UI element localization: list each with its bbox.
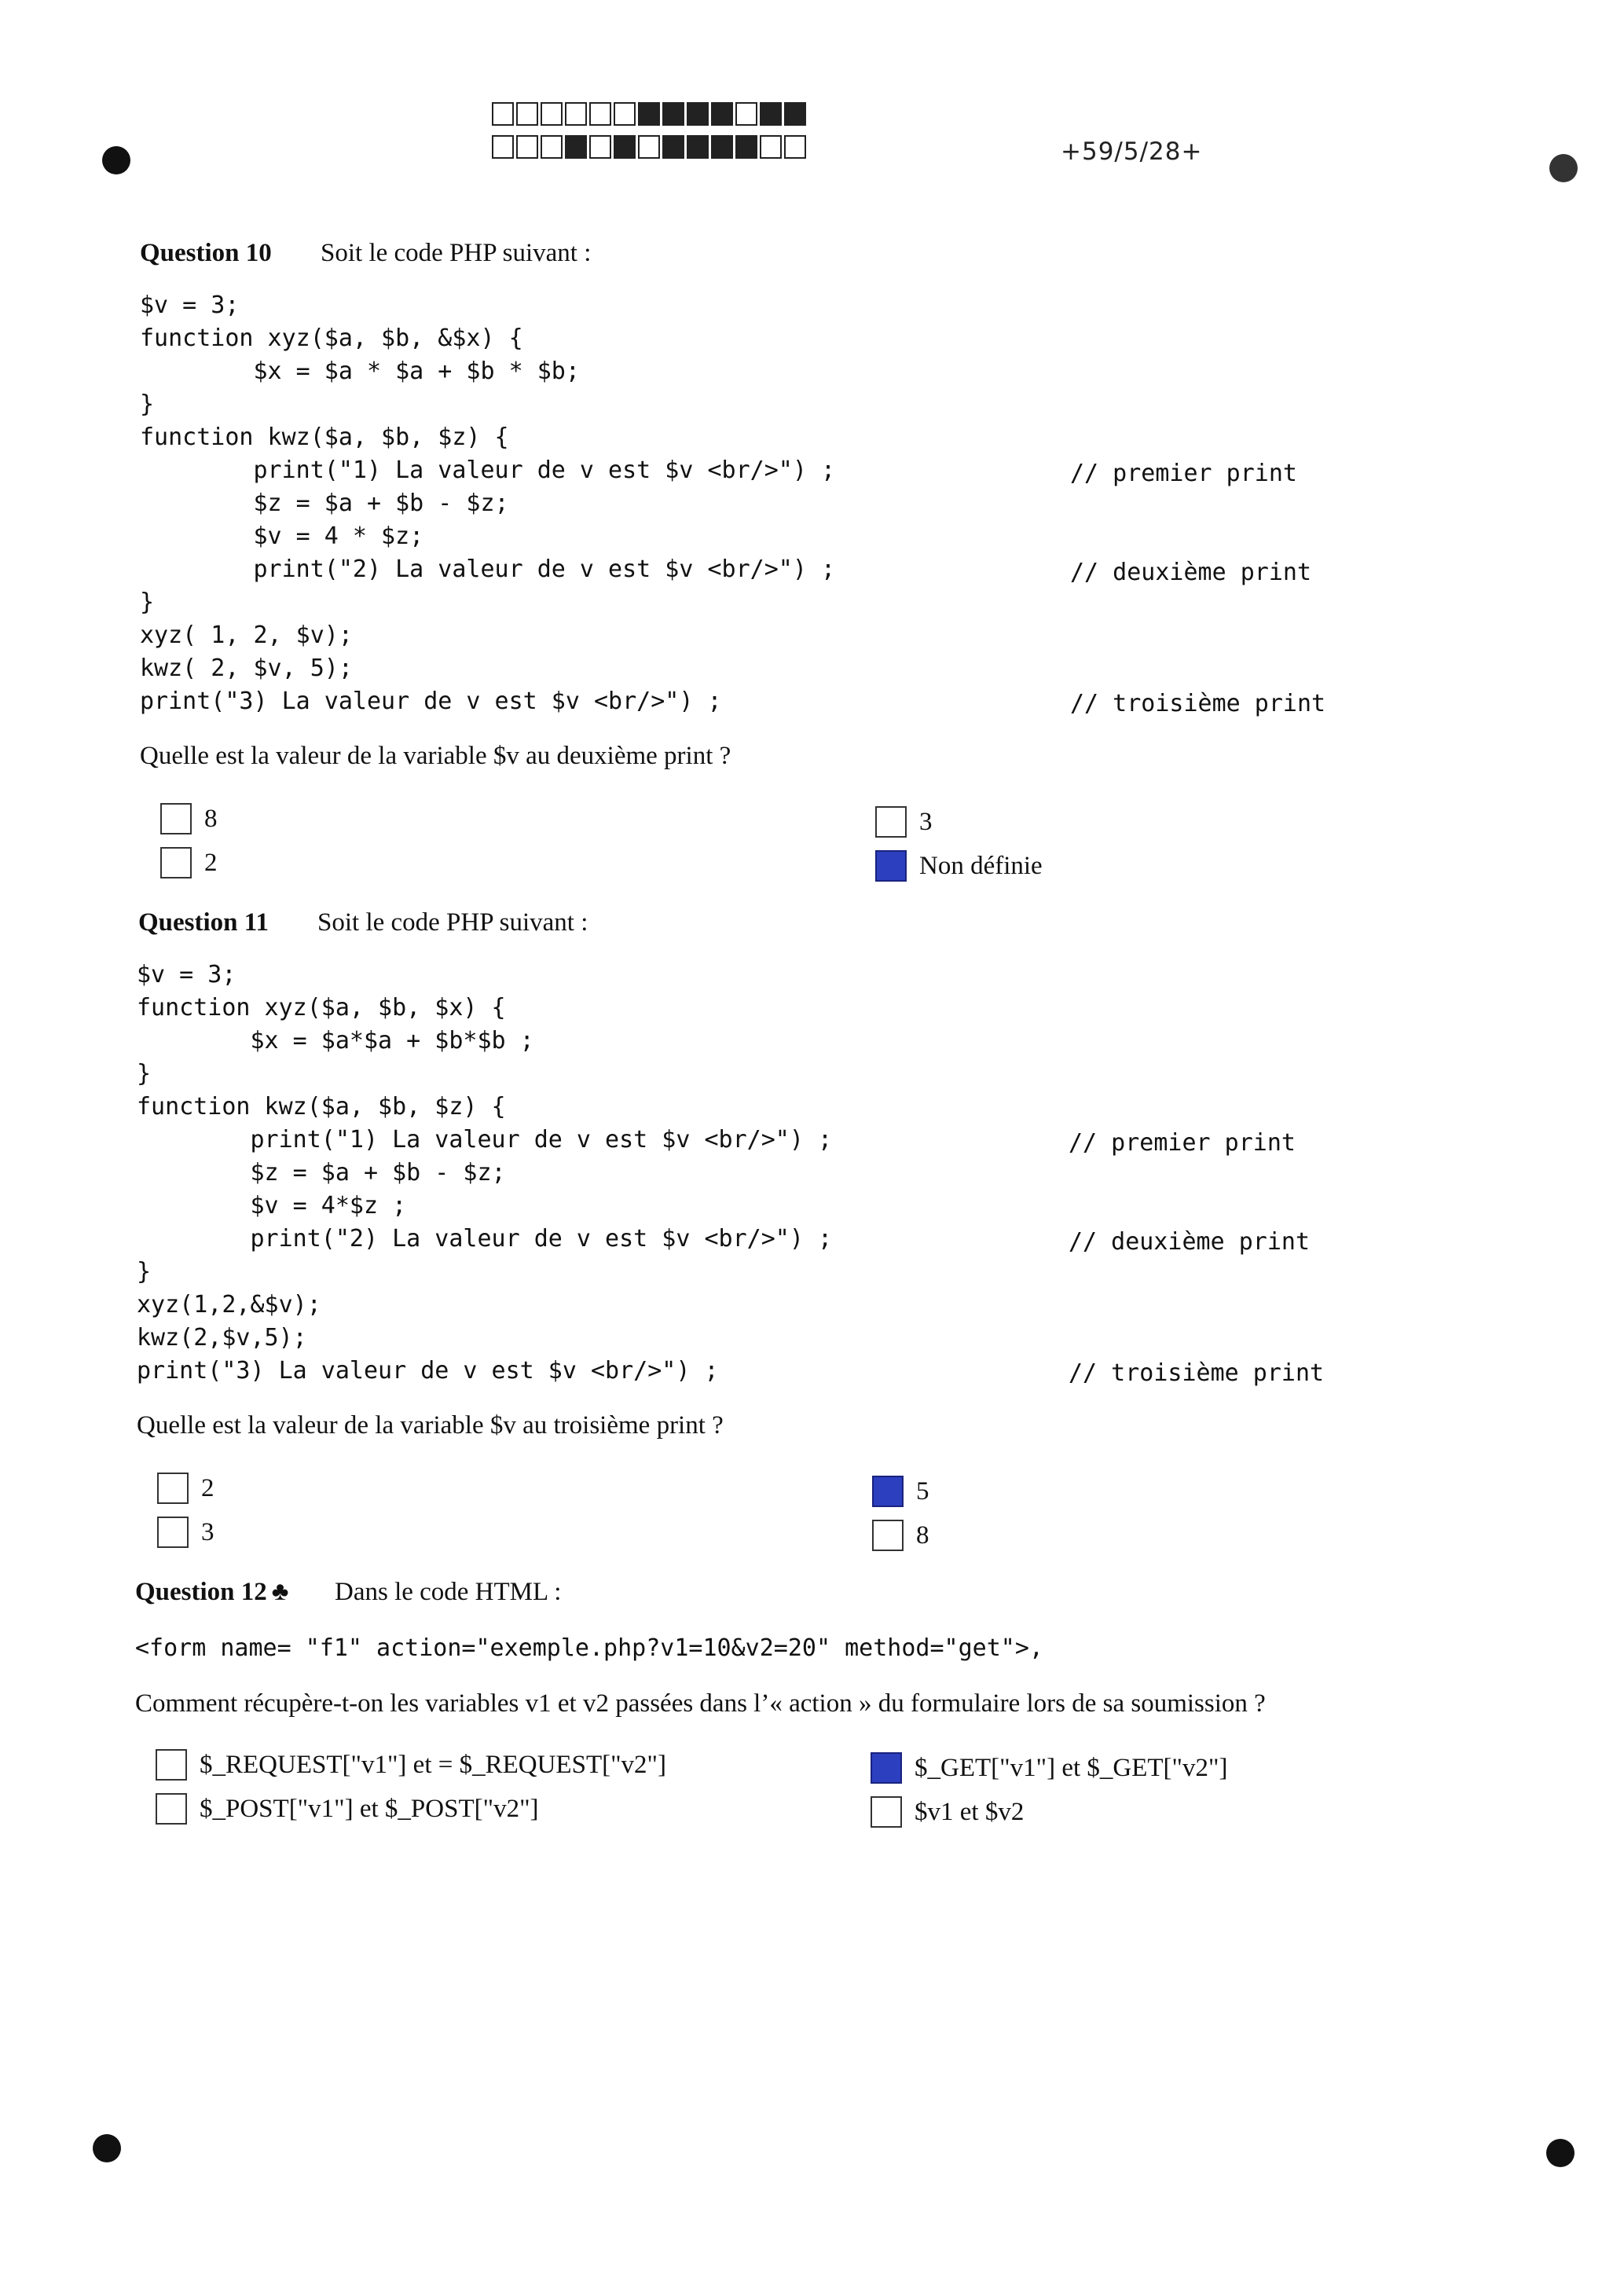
checkbox[interactable]: [872, 1520, 904, 1551]
registration-dot-bottom-right: [1546, 2139, 1575, 2167]
barcode-cell: [614, 135, 636, 159]
barcode-cell: [565, 102, 587, 126]
answer-label: $v1 et $v2: [915, 1797, 1025, 1826]
question-12-question: Comment récupère-t-on les variables v1 et v2 passées dans l’« action » du formulaire lors de sa soumission ?: [135, 1689, 1266, 1718]
barcode-row-2: [492, 135, 808, 159]
question-12-intro: Dans le code HTML :: [335, 1578, 562, 1606]
question-10-answer-2[interactable]: [160, 847, 218, 878]
barcode-cell: [516, 102, 538, 126]
answer-label: 3: [201, 1517, 214, 1546]
checkbox[interactable]: [871, 1752, 902, 1784]
question-10-comment-1: // premier print: [1070, 460, 1297, 487]
question-11-comment-1: // premier print: [1069, 1129, 1296, 1157]
question-11-comment-2: // deuxième print: [1069, 1228, 1311, 1256]
barcode-cell: [638, 135, 660, 159]
registration-dot-bottom-left: [93, 2134, 121, 2162]
question-10-answer-3[interactable]: [875, 806, 933, 838]
question-12-code: <form name= "f1" action="exemple.php?v1=10&v2=20" method="get">,: [135, 1634, 1043, 1662]
barcode-cell: [784, 135, 806, 159]
answer-label: 8: [204, 804, 218, 833]
question-11-answer-4[interactable]: [872, 1520, 929, 1551]
question-12-title-text: Question 12: [135, 1578, 267, 1606]
question-12-title: [135, 1578, 288, 1607]
barcode-cell: [565, 135, 587, 159]
barcode-cell: [492, 135, 514, 159]
question-11-answer-1[interactable]: [157, 1473, 214, 1504]
barcode-cell: [760, 102, 782, 126]
checkbox[interactable]: [156, 1749, 187, 1781]
barcode-cell: [687, 102, 709, 126]
checkbox[interactable]: [872, 1476, 904, 1507]
answer-label: Non définie: [919, 851, 1043, 880]
answer-label: $_POST["v1"] et $_POST["v2"]: [200, 1794, 539, 1823]
barcode-cell: [541, 135, 563, 159]
barcode-cell: [662, 102, 684, 126]
checkbox[interactable]: [871, 1796, 902, 1828]
question-10-answer-1[interactable]: [160, 803, 218, 834]
question-12-answer-3[interactable]: [871, 1752, 1227, 1784]
barcode-cell: [614, 102, 636, 126]
question-12-answer-4[interactable]: [871, 1796, 1024, 1828]
question-12-answer-2[interactable]: [156, 1793, 539, 1825]
checkbox[interactable]: [156, 1793, 187, 1825]
barcode-cell: [735, 102, 757, 126]
barcode-cell: [492, 102, 514, 126]
checkbox[interactable]: [875, 850, 907, 882]
club-icon: ♣: [271, 1578, 289, 1606]
answer-label: 5: [916, 1476, 929, 1506]
question-11-comment-3: // troisième print: [1069, 1359, 1325, 1387]
question-11-question: Quelle est la valeur de la variable $v au troisième print ?: [137, 1411, 724, 1440]
barcode-cell: [711, 135, 733, 159]
barcode-cell: [541, 102, 563, 126]
barcode-cell: [638, 102, 660, 126]
barcode-cell: [516, 135, 538, 159]
barcode-cell: [589, 135, 611, 159]
page-code: +59/5/28+: [1061, 138, 1203, 166]
answer-label: 8: [916, 1520, 929, 1550]
question-11-answer-3[interactable]: [872, 1476, 929, 1507]
answer-label: 3: [919, 807, 933, 836]
checkbox[interactable]: [160, 803, 192, 834]
checkbox[interactable]: [875, 806, 907, 838]
question-10-comment-3: // troisième print: [1070, 690, 1326, 717]
answer-label: $_GET["v1"] et $_GET["v2"]: [915, 1753, 1228, 1782]
answer-label: 2: [204, 848, 218, 877]
answer-label: $_REQUEST["v1"] et = $_REQUEST["v2"]: [200, 1750, 667, 1779]
registration-dot-top-right: [1549, 154, 1578, 182]
checkbox[interactable]: [157, 1517, 189, 1548]
question-12-answer-1[interactable]: [156, 1749, 666, 1781]
barcode-cell: [687, 135, 709, 159]
registration-dot-top-left: [102, 146, 130, 174]
checkbox[interactable]: [160, 847, 192, 878]
question-11-intro: Soit le code PHP suivant :: [317, 908, 588, 937]
question-10-code: $v = 3; function xyz($a, $b, &$x) { $x = $a * $a + $b * $b; } function kwz($a, $b, $z) { print("1) La valeur de v est $v <br/>") ; $z = $a + $b - $z; $v = 4 * $z; print("2) La valeur de v est $v <br/>") ; } xyz( 1, 2, $v); kwz( 2, $v, 5); print("3) La valeur de v est $v <br/>") ;: [140, 292, 836, 715]
question-10-question: Quelle est la valeur de la variable $v au deuxième print ?: [140, 742, 731, 770]
barcode-cell: [711, 102, 733, 126]
question-10-title: Question 10: [140, 239, 272, 267]
question-10-answer-4[interactable]: [875, 850, 1043, 882]
question-10-intro: Soit le code PHP suivant :: [321, 239, 592, 267]
barcode-cell: [662, 135, 684, 159]
barcode-cell: [784, 102, 806, 126]
answer-label: 2: [201, 1473, 214, 1502]
barcode-cell: [735, 135, 757, 159]
question-11-answer-2[interactable]: [157, 1517, 214, 1548]
question-11-title: Question 11: [138, 908, 269, 937]
question-11-code: $v = 3; function xyz($a, $b, $x) { $x = $a*$a + $b*$b ; } function kwz($a, $b, $z) { print("1) La valeur de v est $v <br/>") ; $z = $a + $b - $z; $v = 4*$z ; print("2) La valeur de v est $v <br/>") ; } xyz(1,2,&$v); kwz(2,$v,5); print("3) La valeur de v est $v <br/>") ;: [137, 961, 833, 1385]
question-10-comment-2: // deuxième print: [1070, 559, 1312, 586]
barcode-row-1: [492, 102, 808, 126]
barcode-cell: [589, 102, 611, 126]
checkbox[interactable]: [157, 1473, 189, 1504]
barcode-cell: [760, 135, 782, 159]
